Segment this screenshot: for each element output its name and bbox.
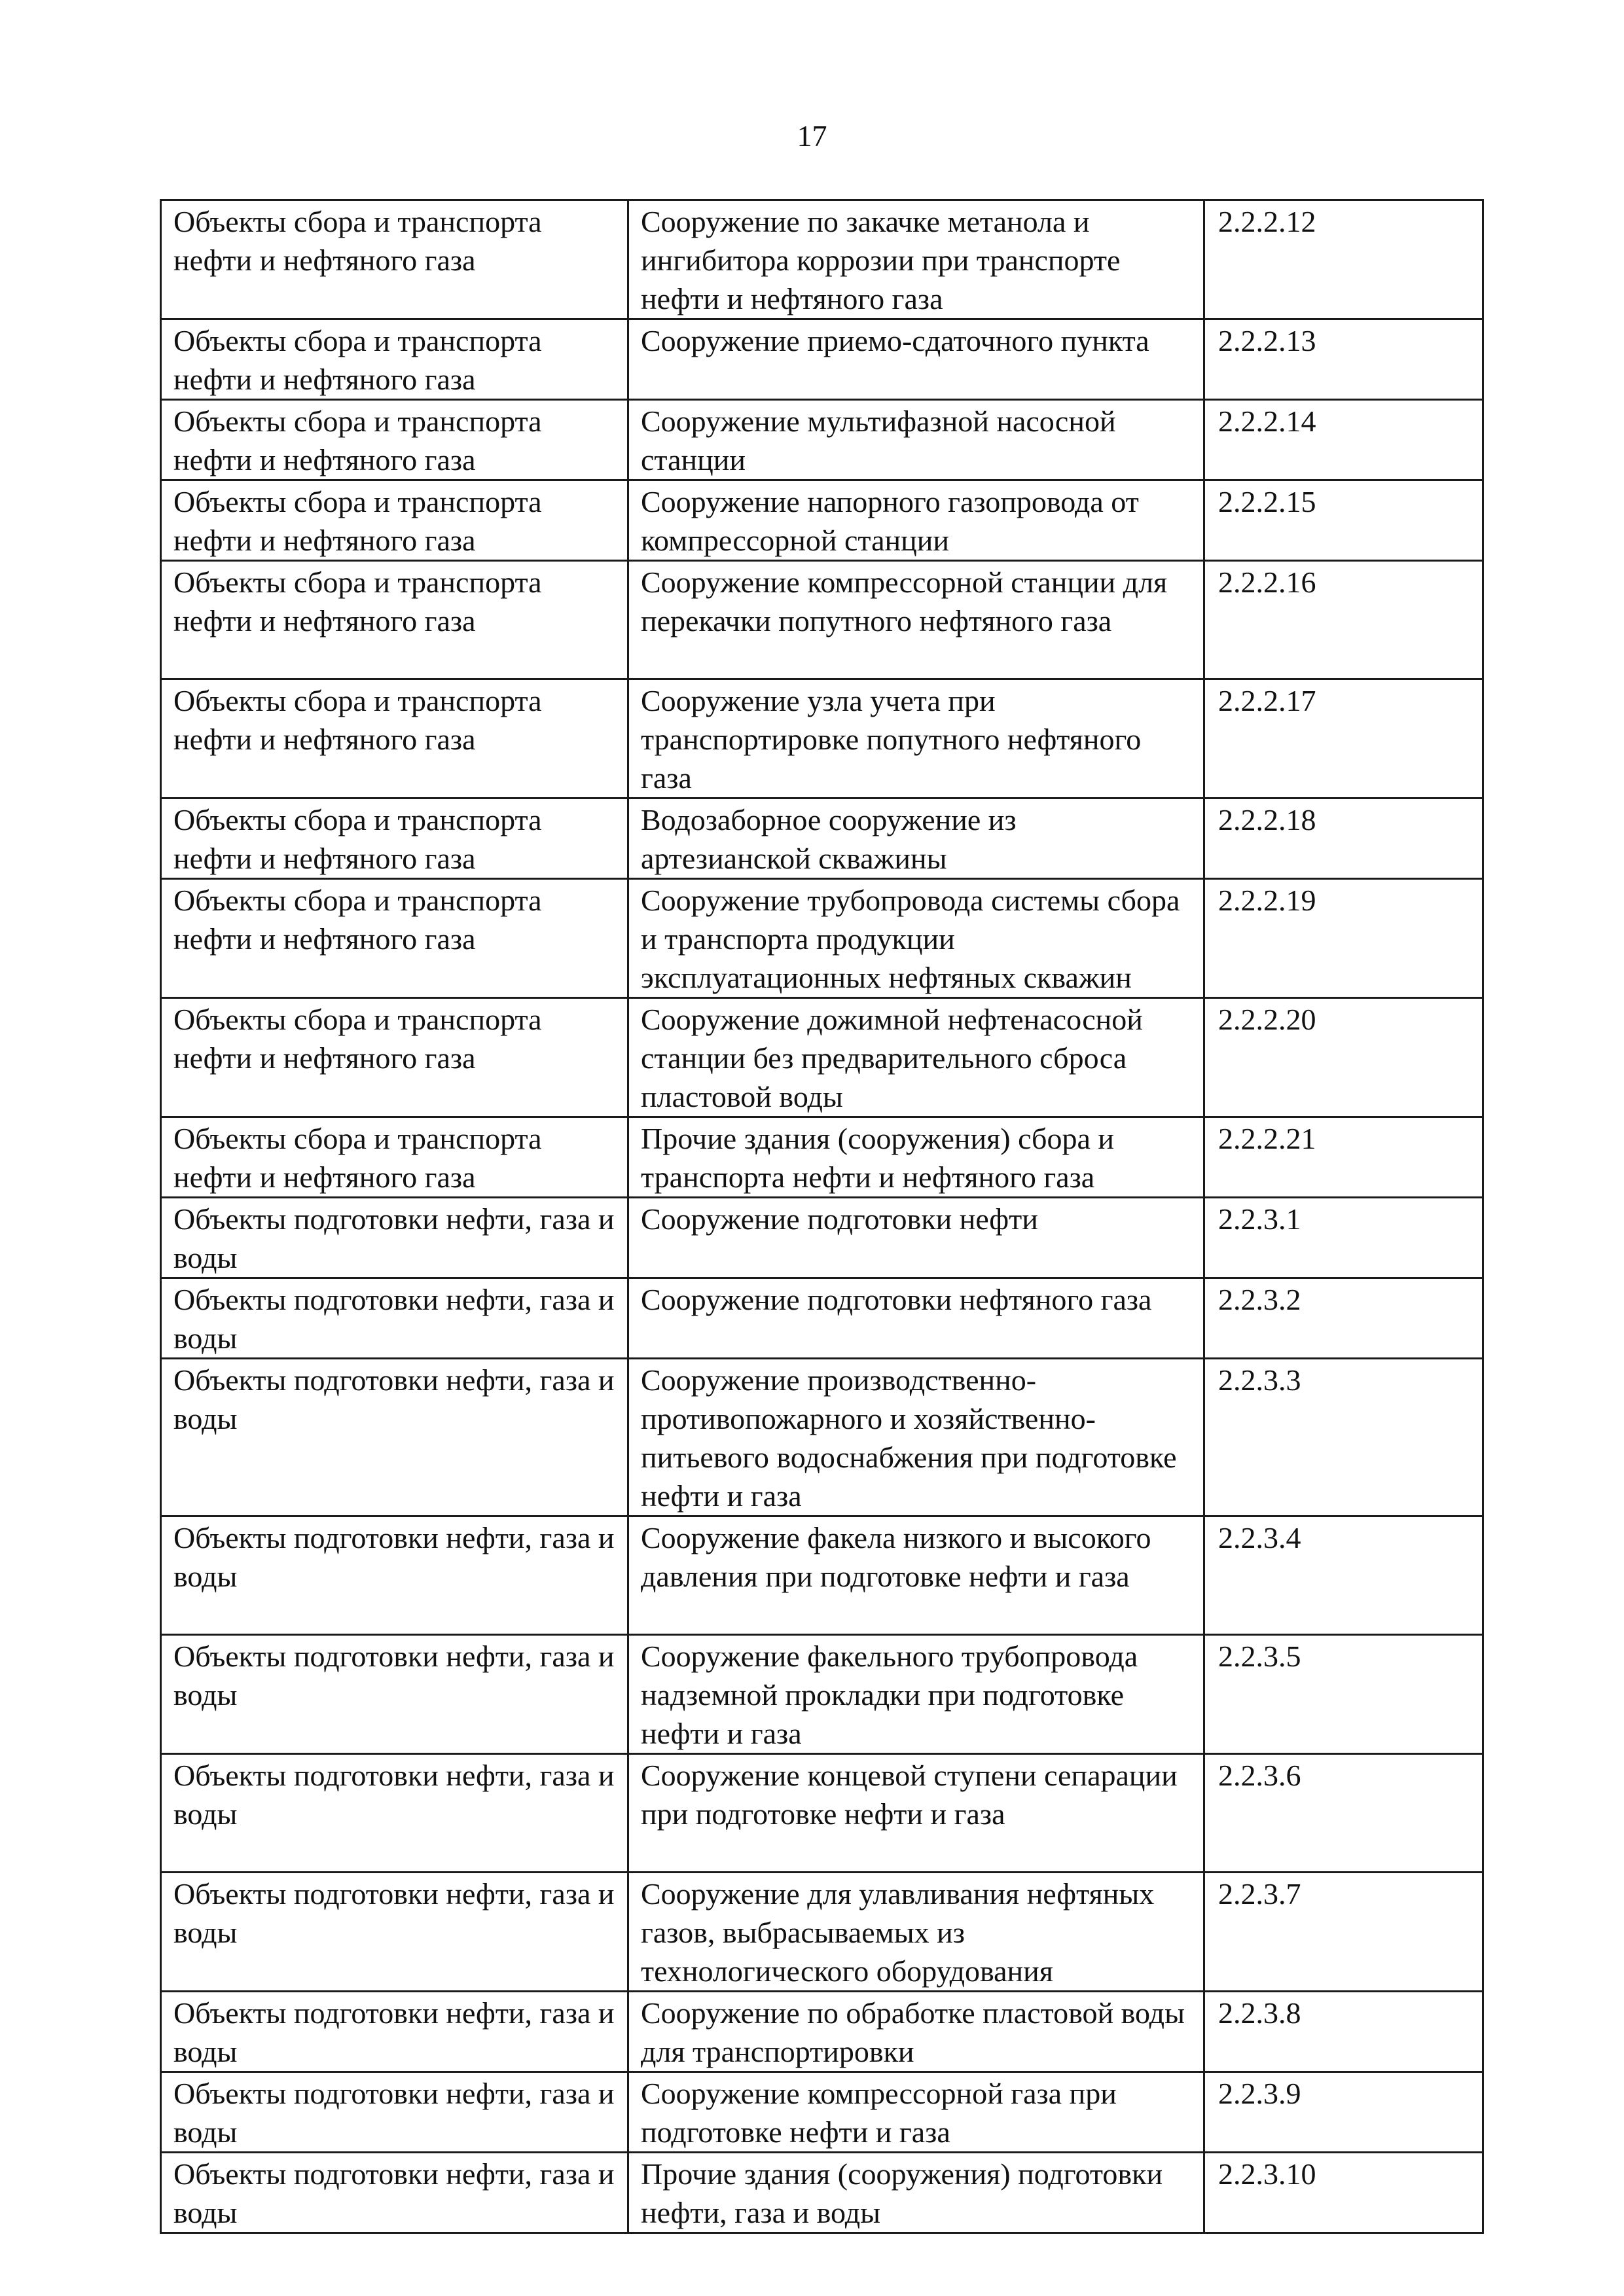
- classification-code-cell: 2.2.3.4: [1204, 1516, 1483, 1635]
- facility-name-cell: Сооружение мультифазной насосной станции: [628, 400, 1204, 480]
- table-row: [161, 1117, 1483, 1198]
- object-group-cell: Объекты подготовки нефти, газа и воды: [161, 2153, 628, 2233]
- facility-name-cell: Сооружение подготовки нефти: [628, 1198, 1204, 1278]
- table-row: [161, 561, 1483, 679]
- table-row: [161, 1992, 1483, 2072]
- page-number: 17: [797, 119, 827, 152]
- facility-name-cell: Сооружение напорного газопровода от компрессорной станции: [628, 480, 1204, 561]
- facility-name-cell: Сооружение подготовки нефтяного газа: [628, 1278, 1204, 1359]
- table-row: [161, 319, 1483, 400]
- classification-code-cell: 2.2.3.1: [1204, 1198, 1483, 1278]
- classification-code-cell: 2.2.2.19: [1204, 879, 1483, 998]
- classification-code-cell: 2.2.2.21: [1204, 1117, 1483, 1198]
- facility-name-cell: Сооружение по закачке метанола и ингибитора коррозии при транспорте нефти и нефтяного газа: [628, 200, 1204, 319]
- table-row: [161, 2153, 1483, 2233]
- object-group-cell: Объекты сбора и транспорта нефти и нефтяного газа: [161, 679, 628, 798]
- table-row: [161, 679, 1483, 798]
- classification-code-cell: 2.2.2.13: [1204, 319, 1483, 400]
- facility-name-cell: Сооружение по обработке пластовой воды для транспортировки: [628, 1992, 1204, 2072]
- facility-name-cell: Сооружение приемо-сдаточного пункта: [628, 319, 1204, 400]
- classification-code-cell: 2.2.2.14: [1204, 400, 1483, 480]
- object-group-cell: Объекты подготовки нефти, газа и воды: [161, 1278, 628, 1359]
- facility-name-cell: Сооружение факельного трубопровода надземной прокладки при подготовке нефти и газа: [628, 1635, 1204, 1754]
- facility-name-cell: Прочие здания (сооружения) подготовки нефти, газа и воды: [628, 2153, 1204, 2233]
- table-body: [161, 200, 1483, 2233]
- facility-name-cell: Сооружение производственно-противопожарного и хозяйственно-питьевого водоснабжения при подготовке нефти и газа: [628, 1359, 1204, 1516]
- table-row: [161, 2072, 1483, 2153]
- object-group-cell: Объекты подготовки нефти, газа и воды: [161, 1992, 628, 2072]
- table-row: [161, 1516, 1483, 1635]
- table-row: [161, 1635, 1483, 1754]
- object-group-cell: Объекты сбора и транспорта нефти и нефтяного газа: [161, 798, 628, 879]
- classification-code-cell: 2.2.3.7: [1204, 1873, 1483, 1992]
- object-group-cell: Объекты сбора и транспорта нефти и нефтяного газа: [161, 998, 628, 1117]
- table-row: [161, 400, 1483, 480]
- object-group-cell: Объекты подготовки нефти, газа и воды: [161, 1359, 628, 1516]
- object-group-cell: Объекты подготовки нефти, газа и воды: [161, 2072, 628, 2153]
- object-group-cell: Объекты сбора и транспорта нефти и нефтяного газа: [161, 1117, 628, 1198]
- object-group-cell: Объекты сбора и транспорта нефти и нефтяного газа: [161, 319, 628, 400]
- facility-name-cell: Прочие здания (сооружения) сбора и транспорта нефти и нефтяного газа: [628, 1117, 1204, 1198]
- classification-code-cell: 2.2.3.3: [1204, 1359, 1483, 1516]
- facility-name-cell: Сооружение трубопровода системы сбора и транспорта продукции эксплуатационных нефтяных скважин: [628, 879, 1204, 998]
- table-row: [161, 200, 1483, 319]
- table-row: [161, 1873, 1483, 1992]
- object-group-cell: Объекты подготовки нефти, газа и воды: [161, 1516, 628, 1635]
- table-row: [161, 998, 1483, 1117]
- facility-name-cell: Сооружение для улавливания нефтяных газов, выбрасываемых из технологического оборудования: [628, 1873, 1204, 1992]
- object-group-cell: Объекты сбора и транспорта нефти и нефтяного газа: [161, 400, 628, 480]
- object-group-cell: Объекты подготовки нефти, газа и воды: [161, 1873, 628, 1992]
- object-group-cell: Объекты сбора и транспорта нефти и нефтяного газа: [161, 200, 628, 319]
- classification-code-cell: 2.2.3.5: [1204, 1635, 1483, 1754]
- classification-code-cell: 2.2.2.16: [1204, 561, 1483, 679]
- table-row: [161, 1754, 1483, 1873]
- facility-name-cell: Сооружение компрессорной газа при подготовке нефти и газа: [628, 2072, 1204, 2153]
- classification-code-cell: 2.2.2.17: [1204, 679, 1483, 798]
- object-group-cell: Объекты подготовки нефти, газа и воды: [161, 1754, 628, 1873]
- table-row: [161, 798, 1483, 879]
- classification-code-cell: 2.2.3.8: [1204, 1992, 1483, 2072]
- classification-code-cell: 2.2.2.12: [1204, 200, 1483, 319]
- facility-name-cell: Сооружение компрессорной станции для перекачки попутного нефтяного газа: [628, 561, 1204, 679]
- facility-name-cell: Сооружение концевой ступени сепарации при подготовке нефти и газа: [628, 1754, 1204, 1873]
- facility-name-cell: Сооружение узла учета при транспортировке попутного нефтяного газа: [628, 679, 1204, 798]
- classification-code-cell: 2.2.3.10: [1204, 2153, 1483, 2233]
- facility-name-cell: Сооружение факела низкого и высокого давления при подготовке нефти и газа: [628, 1516, 1204, 1635]
- classification-code-cell: 2.2.2.18: [1204, 798, 1483, 879]
- table-row: [161, 1278, 1483, 1359]
- object-group-cell: Объекты сбора и транспорта нефти и нефтяного газа: [161, 879, 628, 998]
- table-row: [161, 1359, 1483, 1516]
- object-group-cell: Объекты сбора и транспорта нефти и нефтяного газа: [161, 561, 628, 679]
- facilities-table: [160, 199, 1484, 2234]
- table-row: [161, 480, 1483, 561]
- classification-code-cell: 2.2.2.15: [1204, 480, 1483, 561]
- classification-code-cell: 2.2.3.2: [1204, 1278, 1483, 1359]
- facility-name-cell: Водозаборное сооружение из артезианской скважины: [628, 798, 1204, 879]
- table-row: [161, 879, 1483, 998]
- object-group-cell: Объекты подготовки нефти, газа и воды: [161, 1635, 628, 1754]
- object-group-cell: Объекты сбора и транспорта нефти и нефтяного газа: [161, 480, 628, 561]
- classification-code-cell: 2.2.3.9: [1204, 2072, 1483, 2153]
- classification-code-cell: 2.2.2.20: [1204, 998, 1483, 1117]
- table-row: [161, 1198, 1483, 1278]
- classification-code-cell: 2.2.3.6: [1204, 1754, 1483, 1873]
- object-group-cell: Объекты подготовки нефти, газа и воды: [161, 1198, 628, 1278]
- facility-name-cell: Сооружение дожимной нефтенасосной станции без предварительного сброса пластовой воды: [628, 998, 1204, 1117]
